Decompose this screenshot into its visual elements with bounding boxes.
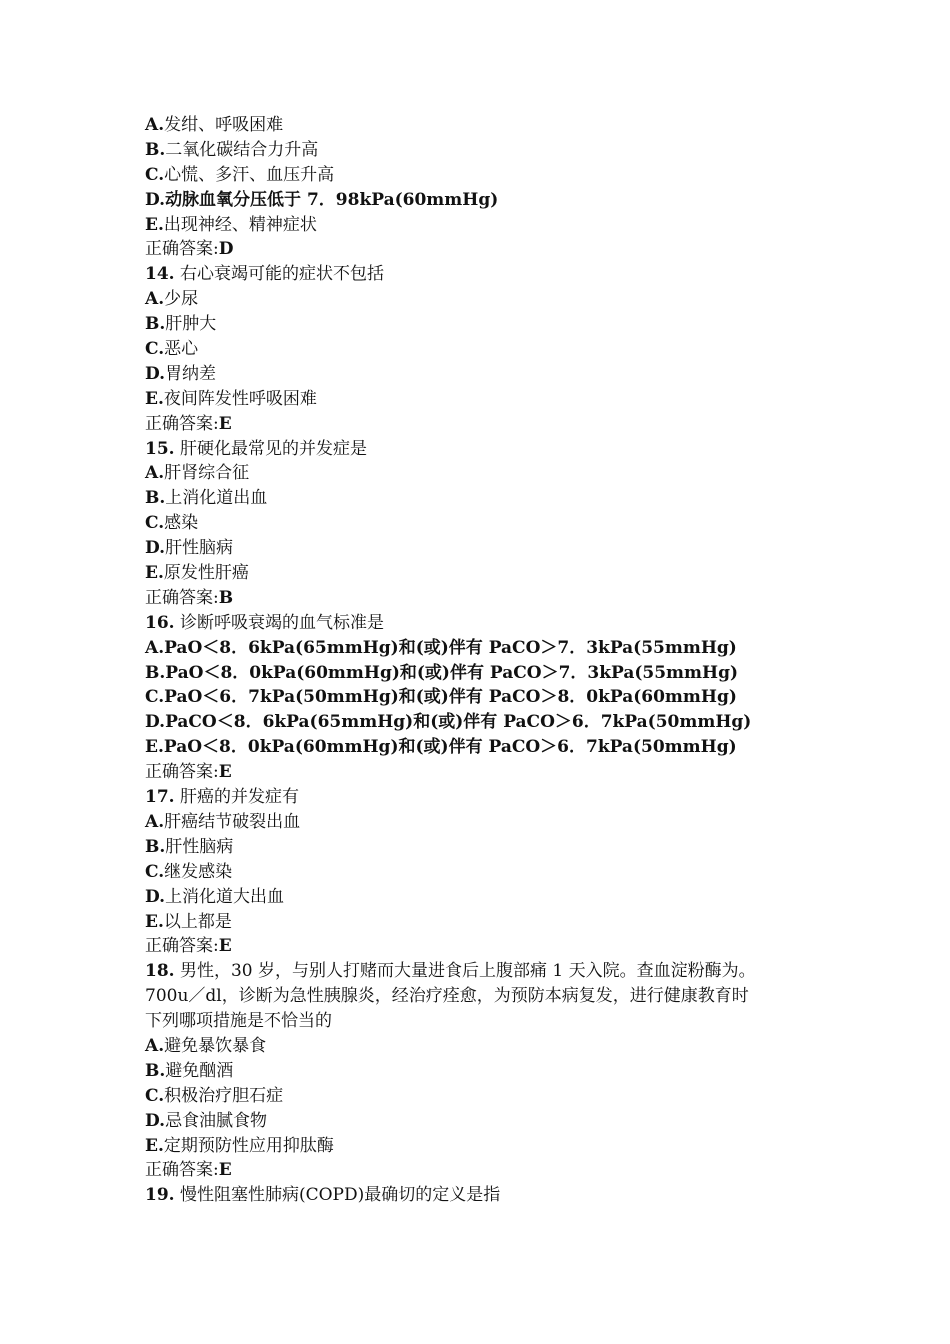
q13-option-c: C.心慌、多汗、血压升高	[145, 164, 335, 185]
q14-answer: 正确答案:E	[145, 413, 232, 434]
q17-option-d: D.上消化道大出血	[145, 886, 285, 907]
q16-option-c: C.PaO＜6．7kPa(50mmHg)和(或)伴有 PaCO＞8．0kPa(60mmHg)	[145, 687, 737, 708]
q13-option-a: A.发绀、呼吸困难	[145, 115, 284, 135]
q15-option-b: B.上消化道出血	[145, 488, 268, 509]
document-page	[145, 113, 815, 1208]
q16-answer: 正确答案:E	[145, 762, 232, 783]
q15-option-d: D.肝性脑病	[145, 538, 234, 559]
q13-answer: 正确答案:D	[145, 239, 234, 260]
q15-answer: 正确答案:B	[145, 587, 234, 608]
q14-option-b: B.肝肿大	[145, 314, 217, 335]
q16-option-b: B.PaO＜8．0kPa(60mmHg)和(或)伴有 PaCO＞7．3kPa(55mmHg)	[145, 662, 739, 683]
q17-option-a: A.肝癌结节破裂出血	[145, 811, 301, 832]
q14-option-d: D.胃纳差	[145, 363, 217, 384]
q15-option-a: A.肝肾综合征	[145, 463, 250, 484]
q18-stem-line-1: 18. 男性，30 岁，与别人打赌而大量进食后上腹部痛 1 天入院。查血淀粉酶为。	[145, 961, 756, 982]
q14-option-a: A.少尿	[145, 289, 199, 310]
q18-option-d: D.忌食油腻食物	[145, 1110, 268, 1131]
q14-stem: 14. 右心衰竭可能的症状不包括	[145, 264, 384, 285]
q15-option-e: E.原发性肝癌	[145, 563, 249, 584]
q17-option-c: C.继发感染	[145, 861, 233, 882]
q17-option-e: E.以上都是	[145, 911, 232, 932]
q16-stem: 16. 诊断呼吸衰竭的血气标准是	[145, 612, 384, 633]
q18-option-b: B.避免酗酒	[145, 1060, 234, 1081]
q16-option-a: A.PaO＜8．6kPa(65mmHg)和(或)伴有 PaCO＞7．3kPa(55mmHg)	[145, 637, 737, 658]
q17-answer: 正确答案:E	[145, 936, 232, 957]
q14-option-e: E.夜间阵发性呼吸困难	[145, 388, 317, 409]
q16-option-d: D.PaCO＜8．6kPa(65mmHg)和(或)伴有 PaCO＞6．7kPa(50mmHg)	[145, 712, 752, 733]
q18-option-c: C.积极治疗胆石症	[145, 1085, 284, 1106]
q13-option-d: D.动脉血氧分压低于 7．98kPa(60mmHg)	[145, 189, 499, 210]
q18-answer: 正确答案:E	[145, 1160, 232, 1181]
q17-option-b: B.肝性脑病	[145, 836, 234, 857]
q16-option-e: E.PaO＜8．0kPa(60mmHg)和(或)伴有 PaCO＞6．7kPa(50mmHg)	[145, 737, 737, 758]
q17-stem: 17. 肝癌的并发症有	[145, 787, 299, 808]
q14-option-c: C.恶心	[145, 339, 199, 360]
q15-stem: 15. 肝硬化最常见的并发症是	[145, 438, 367, 459]
q13-option-b: B.二氧化碳结合力升高	[145, 139, 319, 160]
q18-option-a: A.避免暴饮暴食	[145, 1035, 267, 1056]
q18-stem-line-2: 700u／dl，诊断为急性胰腺炎，经治疗痊愈，为预防本病复发，进行健康教育时	[145, 986, 749, 1007]
q18-option-e: E.定期预防性应用抑肽酶	[145, 1135, 334, 1156]
q19-stem: 19. 慢性阻塞性肺病(COPD)最确切的定义是指	[145, 1185, 501, 1206]
q15-option-c: C.感染	[145, 513, 199, 534]
q18-stem-line-3: 下列哪项措施是不恰当的	[145, 1011, 332, 1032]
q13-option-e: E.出现神经、精神症状	[145, 214, 317, 235]
